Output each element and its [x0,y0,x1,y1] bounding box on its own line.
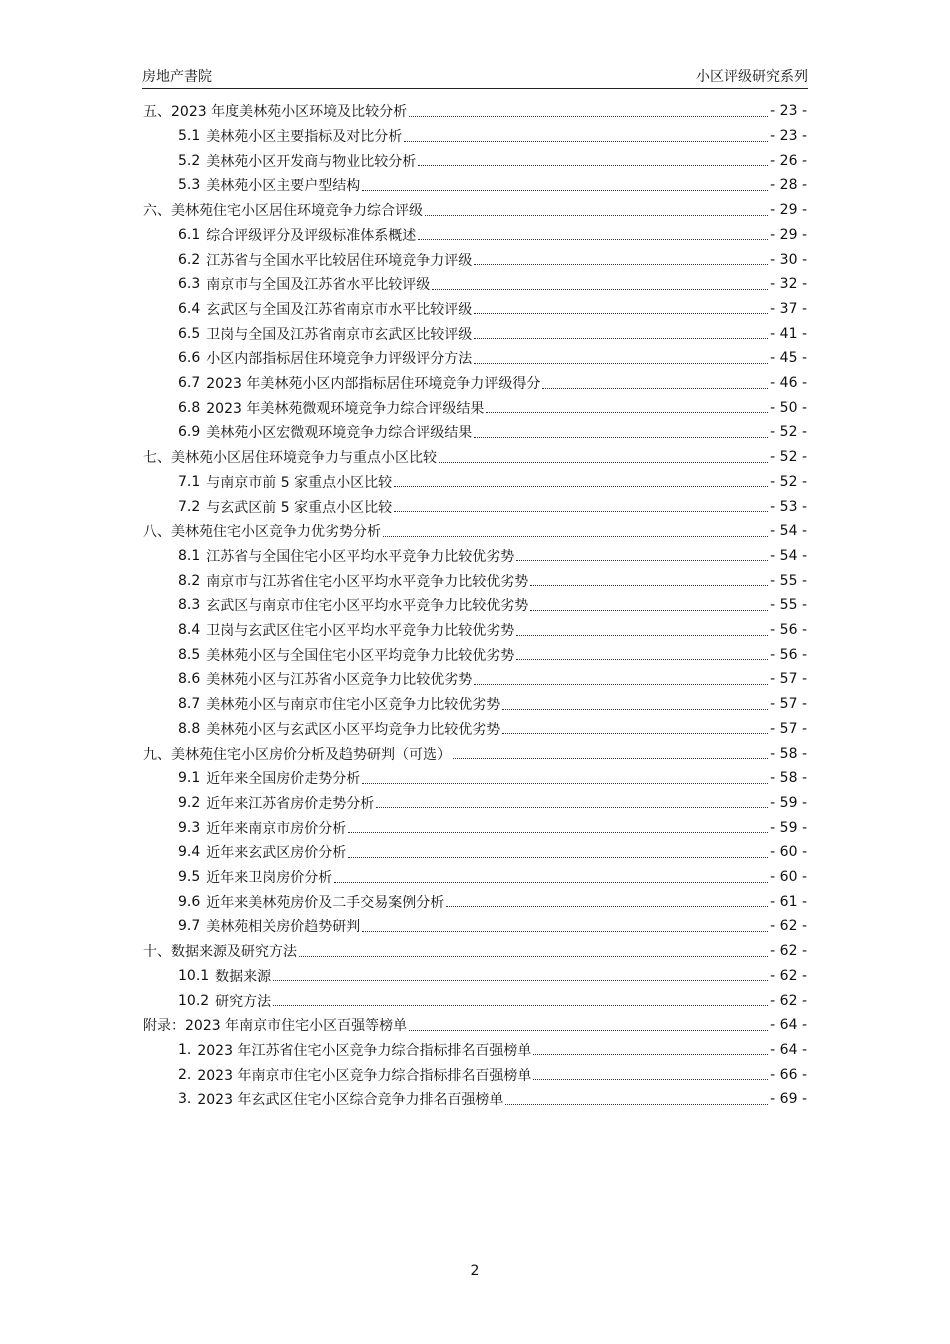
toc-entry-number: 8.8 [178,720,201,737]
toc-entry-title: 美林苑小区与全国住宅小区平均竞争力比较优劣势 [206,647,515,664]
toc-dot-leader [418,165,768,166]
toc-entry-title: 七、美林苑小区居住环境竞争力与重点小区比较 [143,450,437,467]
toc-dot-leader [516,635,768,636]
toc-entry-page: - 28 - [770,177,807,194]
toc-dot-leader [432,289,768,290]
toc-entry-page: - 30 - [770,251,807,268]
toc-section-entry[interactable] [178,371,807,396]
toc-entry-number: 6.6 [178,350,201,367]
toc-entry-page: - 60 - [770,869,807,886]
toc-entry-title: 2023 年南京市住宅小区竞争力综合指标排名百强榜单 [197,1067,532,1084]
toc-dot-leader [530,585,768,586]
toc-entry-title: 玄武区与南京市住宅小区平均水平竞争力比较优劣势 [206,598,529,615]
toc-entry-number: 8.5 [178,646,201,663]
toc-section-entry[interactable] [178,642,807,667]
toc-dot-leader [409,116,768,117]
toc-section-entry[interactable] [178,420,807,445]
toc-entry-title: 2023 年玄武区住宅小区综合竞争力排名百强榜单 [197,1092,504,1109]
toc-section-entry[interactable] [178,1038,807,1063]
toc-entry-title: 卫岗与玄武区住宅小区平均水平竞争力比较优劣势 [206,623,515,640]
toc-entry-number: 8.4 [178,622,201,639]
toc-entry-page: - 55 - [770,572,807,589]
toc-entry-page: - 52 - [770,424,807,441]
toc-dot-leader [542,388,768,389]
toc-entry-page: - 26 - [770,152,807,169]
toc-entry-number: 9.2 [178,794,201,811]
toc-entry-title: 美林苑小区与江苏省小区竞争力比较优劣势 [206,672,473,689]
toc-section-entry[interactable] [178,840,807,865]
toc-entry-number: 10.1 [178,967,210,984]
toc-dot-leader [409,1030,768,1031]
toc-entry-number: 8.3 [178,597,201,614]
toc-entry-number: 9.6 [178,893,201,910]
toc-entry-page: - 41 - [770,325,807,342]
toc-entry-title: 近年来卫岗房价分析 [206,870,333,887]
toc-section-entry[interactable] [178,148,807,173]
page-header [142,66,808,89]
toc-entry-title: 美林苑小区主要户型结构 [206,178,361,195]
header-right-text: 小区评级研究系列 [696,69,808,85]
toc-dot-leader [404,141,768,142]
toc-section-entry[interactable] [178,988,807,1013]
toc-chapter-entry[interactable] [143,1013,807,1038]
toc-entry-title: 近年来南京市房价分析 [206,820,347,837]
toc-section-entry[interactable] [178,791,807,816]
toc-entry-number: 8.1 [178,547,201,564]
toc-entry-number: 6.8 [178,399,201,416]
toc-entry-page: - 53 - [770,498,807,515]
toc-entry-page: - 58 - [770,770,807,787]
toc-dot-leader [394,486,768,487]
toc-entry-page: - 54 - [770,547,807,564]
toc-entry-title: 南京市与江苏省住宅小区平均水平竞争力比较优劣势 [206,573,529,590]
toc-entry-title: 卫岗与全国及江苏省南京市玄武区比较评级 [206,326,473,343]
toc-entry-number: 2. [178,1066,192,1083]
toc-entry-number: 5.3 [178,177,201,194]
toc-entry-page: - 61 - [770,893,807,910]
toc-dot-leader [418,239,768,240]
toc-entry-title: 美林苑小区与玄武区小区平均竞争力比较优劣势 [206,721,501,738]
toc-entry-page: - 57 - [770,671,807,688]
toc-entry-page: - 23 - [770,103,807,120]
toc-section-entry[interactable] [178,593,807,618]
toc-section-entry[interactable] [178,766,807,791]
toc-dot-leader [273,1005,768,1006]
toc-dot-leader [474,363,768,364]
toc-section-entry[interactable] [178,692,807,717]
toc-entry-page: - 69 - [770,1091,807,1108]
toc-entry-title: 综合评级评分及评级标准体系概述 [206,227,417,244]
toc-entry-number: 6.9 [178,424,201,441]
toc-entry-title: 十、数据来源及研究方法 [143,944,297,961]
toc-dot-leader [516,659,768,660]
toc-section-entry[interactable] [178,865,807,890]
toc-dot-leader [533,1054,768,1055]
toc-dot-leader [502,733,768,734]
toc-section-entry[interactable] [178,272,807,297]
toc-chapter-entry[interactable] [143,741,807,766]
toc-entry-page: - 56 - [770,646,807,663]
toc-entry-page: - 50 - [770,399,807,416]
toc-entry-page: - 29 - [770,226,807,243]
toc-section-entry[interactable] [178,717,807,742]
toc-entry-page: - 57 - [770,696,807,713]
toc-entry-title: 近年来江苏省房价走势分析 [206,795,375,812]
toc-section-entry[interactable] [178,914,807,939]
toc-dot-leader [474,437,768,438]
page-number: 2 [470,1263,480,1279]
toc-section-entry[interactable] [178,346,807,371]
toc-entry-title: 九、美林苑住宅小区房价分析及趋势研判（可选） [143,746,451,763]
toc-entry-title: 2023 年美林苑小区内部指标居住环境竞争力评级得分 [206,376,541,393]
toc-section-entry[interactable] [178,223,807,248]
toc-dot-leader [362,931,768,932]
toc-entry-number: 8.6 [178,671,201,688]
toc-entry-page: - 59 - [770,819,807,836]
toc-entry-page: - 66 - [770,1066,807,1083]
toc-entry-title: 八、美林苑住宅小区竞争力优劣势分析 [143,524,381,541]
toc-entry-page: - 58 - [770,745,807,762]
header-left-text: 房地产書院 [142,69,212,85]
toc-dot-leader [348,832,768,833]
toc-entry-number: 6.5 [178,325,201,342]
toc-dot-leader [439,462,768,463]
toc-entry-title: 美林苑相关房价趋势研判 [206,919,361,936]
toc-entry-page: - 59 - [770,794,807,811]
toc-dot-leader [474,264,768,265]
toc-entry-number: 9.4 [178,844,201,861]
toc-section-entry[interactable] [178,889,807,914]
toc-entry-page: - 62 - [770,967,807,984]
toc-dot-leader [533,1079,768,1080]
toc-entry-page: - 52 - [770,449,807,466]
toc-entry-title: 玄武区与全国及江苏省南京市水平比较评级 [206,301,473,318]
toc-entry-number: 3. [178,1091,192,1108]
toc-entry-number: 6.4 [178,300,201,317]
toc-entry-title: 2023 年美林苑微观环境竞争力综合评级结果 [206,400,485,417]
toc-entry-title: 与玄武区前 5 家重点小区比较 [206,499,393,516]
toc-entry-number: 10.2 [178,992,210,1009]
toc-entry-page: - 23 - [770,128,807,145]
toc-entry-number: 5.2 [178,152,201,169]
toc-dot-leader [474,313,768,314]
toc-entry-number: 9.5 [178,869,201,886]
toc-entry-page: - 46 - [770,375,807,392]
toc-entry-number: 7.1 [178,473,201,490]
toc-entry-title: 美林苑小区与南京市住宅小区竞争力比较优劣势 [206,697,501,714]
toc-section-entry[interactable] [178,1062,807,1087]
toc-entry-title: 南京市与全国及江苏省水平比较评级 [206,277,431,294]
toc-dot-leader [474,338,768,339]
toc-dot-leader [362,783,768,784]
toc-entry-page: - 62 - [770,943,807,960]
toc-chapter-entry[interactable] [143,198,807,223]
toc-section-entry[interactable] [178,173,807,198]
toc-entry-title: 小区内部指标居住环境竞争力评级评分方法 [206,351,473,368]
toc-chapter-entry[interactable] [143,939,807,964]
toc-dot-leader [474,684,768,685]
toc-entry-number: 9.7 [178,918,201,935]
toc-entry-number: 9.3 [178,819,201,836]
toc-dot-leader [502,709,768,710]
toc-entry-title: 美林苑小区主要指标及对比分析 [206,129,403,146]
toc-entry-page: - 62 - [770,992,807,1009]
toc-chapter-entry[interactable] [143,99,807,124]
toc-section-entry[interactable] [178,667,807,692]
toc-entry-number: 6.1 [178,226,201,243]
toc-entry-page: - 37 - [770,300,807,317]
toc-section-entry[interactable] [178,247,807,272]
toc-section-entry[interactable] [178,544,807,569]
toc-entry-page: - 29 - [770,202,807,219]
toc-dot-leader [376,807,768,808]
toc-dot-leader [383,536,768,537]
toc-dot-leader [530,610,768,611]
toc-dot-leader [362,190,768,191]
toc-dot-leader [348,857,768,858]
toc-section-entry[interactable] [178,494,807,519]
toc-entry-number: 1. [178,1041,192,1058]
toc-section-entry[interactable] [178,124,807,149]
toc-dot-leader [453,758,768,759]
toc-entry-page: - 54 - [770,523,807,540]
toc-entry-page: - 60 - [770,844,807,861]
toc-dot-leader [505,1104,768,1105]
toc-section-entry[interactable] [178,964,807,989]
toc-dot-leader [425,215,768,216]
toc-chapter-entry[interactable] [143,519,807,544]
toc-entry-number: 7.2 [178,498,201,515]
toc-section-entry[interactable] [178,470,807,495]
toc-entry-title: 附录：2023 年南京市住宅小区百强等榜单 [143,1018,408,1035]
toc-entry-title: 江苏省与全国水平比较居住环境竞争力评级 [206,252,473,269]
toc-dot-leader [516,560,768,561]
toc-section-entry[interactable] [178,321,807,346]
toc-entry-title: 江苏省与全国住宅小区平均水平竞争力比较优劣势 [206,548,515,565]
toc-entry-number: 5.1 [178,128,201,145]
toc-entry-title: 美林苑小区宏微观环境竞争力综合评级结果 [206,425,473,442]
toc-entry-number: 6.7 [178,375,201,392]
toc-dot-leader [486,412,768,413]
toc-entry-number: 9.1 [178,770,201,787]
toc-entry-number: 8.7 [178,696,201,713]
toc-entry-page: - 55 - [770,597,807,614]
toc-entry-title: 与南京市前 5 家重点小区比较 [206,474,393,491]
toc-section-entry[interactable] [178,395,807,420]
toc-section-entry[interactable] [178,618,807,643]
toc-dot-leader [334,882,768,883]
toc-chapter-entry[interactable] [143,445,807,470]
toc-section-entry[interactable] [178,815,807,840]
toc-entry-page: - 62 - [770,918,807,935]
toc-entry-title: 六、美林苑住宅小区居住环境竞争力综合评级 [143,203,423,220]
toc-section-entry[interactable] [178,1087,807,1112]
toc-dot-leader [299,956,768,957]
toc-entry-number: 6.3 [178,276,201,293]
toc-entry-title: 五、2023 年度美林苑小区环境及比较分析 [143,104,408,121]
toc-entry-page: - 64 - [770,1041,807,1058]
toc-entry-page: - 32 - [770,276,807,293]
toc-section-entry[interactable] [178,297,807,322]
toc-entry-number: 8.2 [178,572,201,589]
toc-dot-leader [273,980,768,981]
toc-entry-page: - 64 - [770,1017,807,1034]
toc-entry-page: - 56 - [770,622,807,639]
toc-entry-title: 近年来全国房价走势分析 [206,771,361,788]
toc-section-entry[interactable] [178,568,807,593]
toc-entry-title: 2023 年江苏省住宅小区竞争力综合指标排名百强榜单 [197,1042,532,1059]
toc-entry-title: 研究方法 [215,993,272,1010]
toc-entry-page: - 45 - [770,350,807,367]
toc-entry-title: 近年来玄武区房价分析 [206,845,347,862]
toc-dot-leader [394,511,768,512]
toc-entry-number: 6.2 [178,251,201,268]
toc-dot-leader [446,906,768,907]
toc-entry-page: - 57 - [770,720,807,737]
toc-entry-title: 数据来源 [215,968,272,985]
toc-entry-title: 近年来美林苑房价及二手交易案例分析 [206,894,445,911]
toc-entry-title: 美林苑小区开发商与物业比较分析 [206,153,417,170]
toc-entry-page: - 52 - [770,473,807,490]
